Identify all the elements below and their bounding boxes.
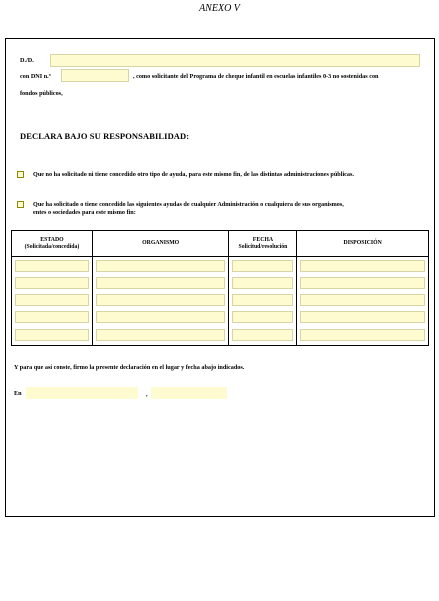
dni-label: con DNI n.º [20, 73, 51, 80]
table-row [12, 308, 429, 325]
en-label: En [14, 390, 22, 397]
table-row [12, 325, 429, 346]
aids-table [11, 230, 429, 346]
place-field[interactable] [26, 387, 138, 399]
date-field[interactable] [151, 387, 227, 399]
estado-field[interactable] [15, 260, 89, 272]
estado-field[interactable] [15, 294, 89, 306]
fecha-field[interactable] [232, 277, 293, 289]
disposicion-field[interactable] [300, 260, 425, 272]
header-disposicion [297, 231, 429, 257]
form-frame [5, 38, 435, 517]
statement-line1: , como solicitante del Programa de cheque infantil en escuelas infantiles 0-3 no sostenidas con [133, 73, 379, 80]
fecha-field[interactable] [232, 260, 293, 272]
table-row [12, 291, 429, 308]
option1-checkbox[interactable] [17, 171, 24, 178]
name-field[interactable] [50, 54, 420, 67]
organismo-field[interactable] [96, 311, 226, 323]
estado-field[interactable] [15, 277, 89, 289]
estado-field[interactable] [15, 311, 89, 323]
dni-field[interactable] [61, 69, 129, 82]
header-fecha-sub: Solicitud/resolución [238, 243, 288, 250]
header-organismo [92, 231, 229, 257]
fecha-field[interactable] [232, 329, 293, 341]
header-estado-sub: (Solicitada/concedida) [24, 243, 80, 250]
organismo-field[interactable] [96, 260, 226, 272]
header-estado [12, 231, 93, 257]
closing-statement: Y para que así conste, firmo la presente declaración en el lugar y fecha abajo indicados. [14, 364, 245, 371]
option2-line1: Que ha solicitado o tiene concedido las siguientes ayudas de cualquier Administración o cualquiera de sus organismos, [33, 201, 344, 208]
disposicion-field[interactable] [300, 329, 425, 341]
organismo-field[interactable] [96, 294, 226, 306]
organismo-field[interactable] [96, 329, 226, 341]
table-row [12, 257, 429, 275]
disposicion-field[interactable] [300, 277, 425, 289]
header-organismo-main: ORGANISMO [142, 240, 180, 246]
table-header-row [12, 231, 429, 257]
page-title: ANEXO V [199, 3, 240, 14]
fecha-field[interactable] [232, 294, 293, 306]
option1-text: Que no ha solicitado ni tiene concedido otro tipo de ayuda, para este mismo fin, de las distintas administraciones públicas. [33, 171, 354, 178]
disposicion-field[interactable] [300, 294, 425, 306]
header-disposicion-main: DISPOSICIÓN [343, 240, 382, 246]
option2-checkbox[interactable] [17, 201, 24, 208]
organismo-field[interactable] [96, 277, 226, 289]
fecha-field[interactable] [232, 311, 293, 323]
disposicion-field[interactable] [300, 311, 425, 323]
header-fecha [229, 231, 297, 257]
table-row [12, 274, 429, 291]
estado-field[interactable] [15, 329, 89, 341]
header-fecha-main: FECHA [252, 236, 274, 243]
option2-line2: entes o sociedades para este mismo fin: [33, 209, 136, 216]
statement-line2: fondos públicos, [20, 90, 63, 97]
declara-heading: DECLARA BAJO SU RESPONSABILIDAD: [20, 131, 190, 141]
comma-separator: , [146, 391, 148, 398]
header-estado-main: ESTADO [40, 236, 64, 243]
dvd-label: D./D. [20, 57, 34, 64]
